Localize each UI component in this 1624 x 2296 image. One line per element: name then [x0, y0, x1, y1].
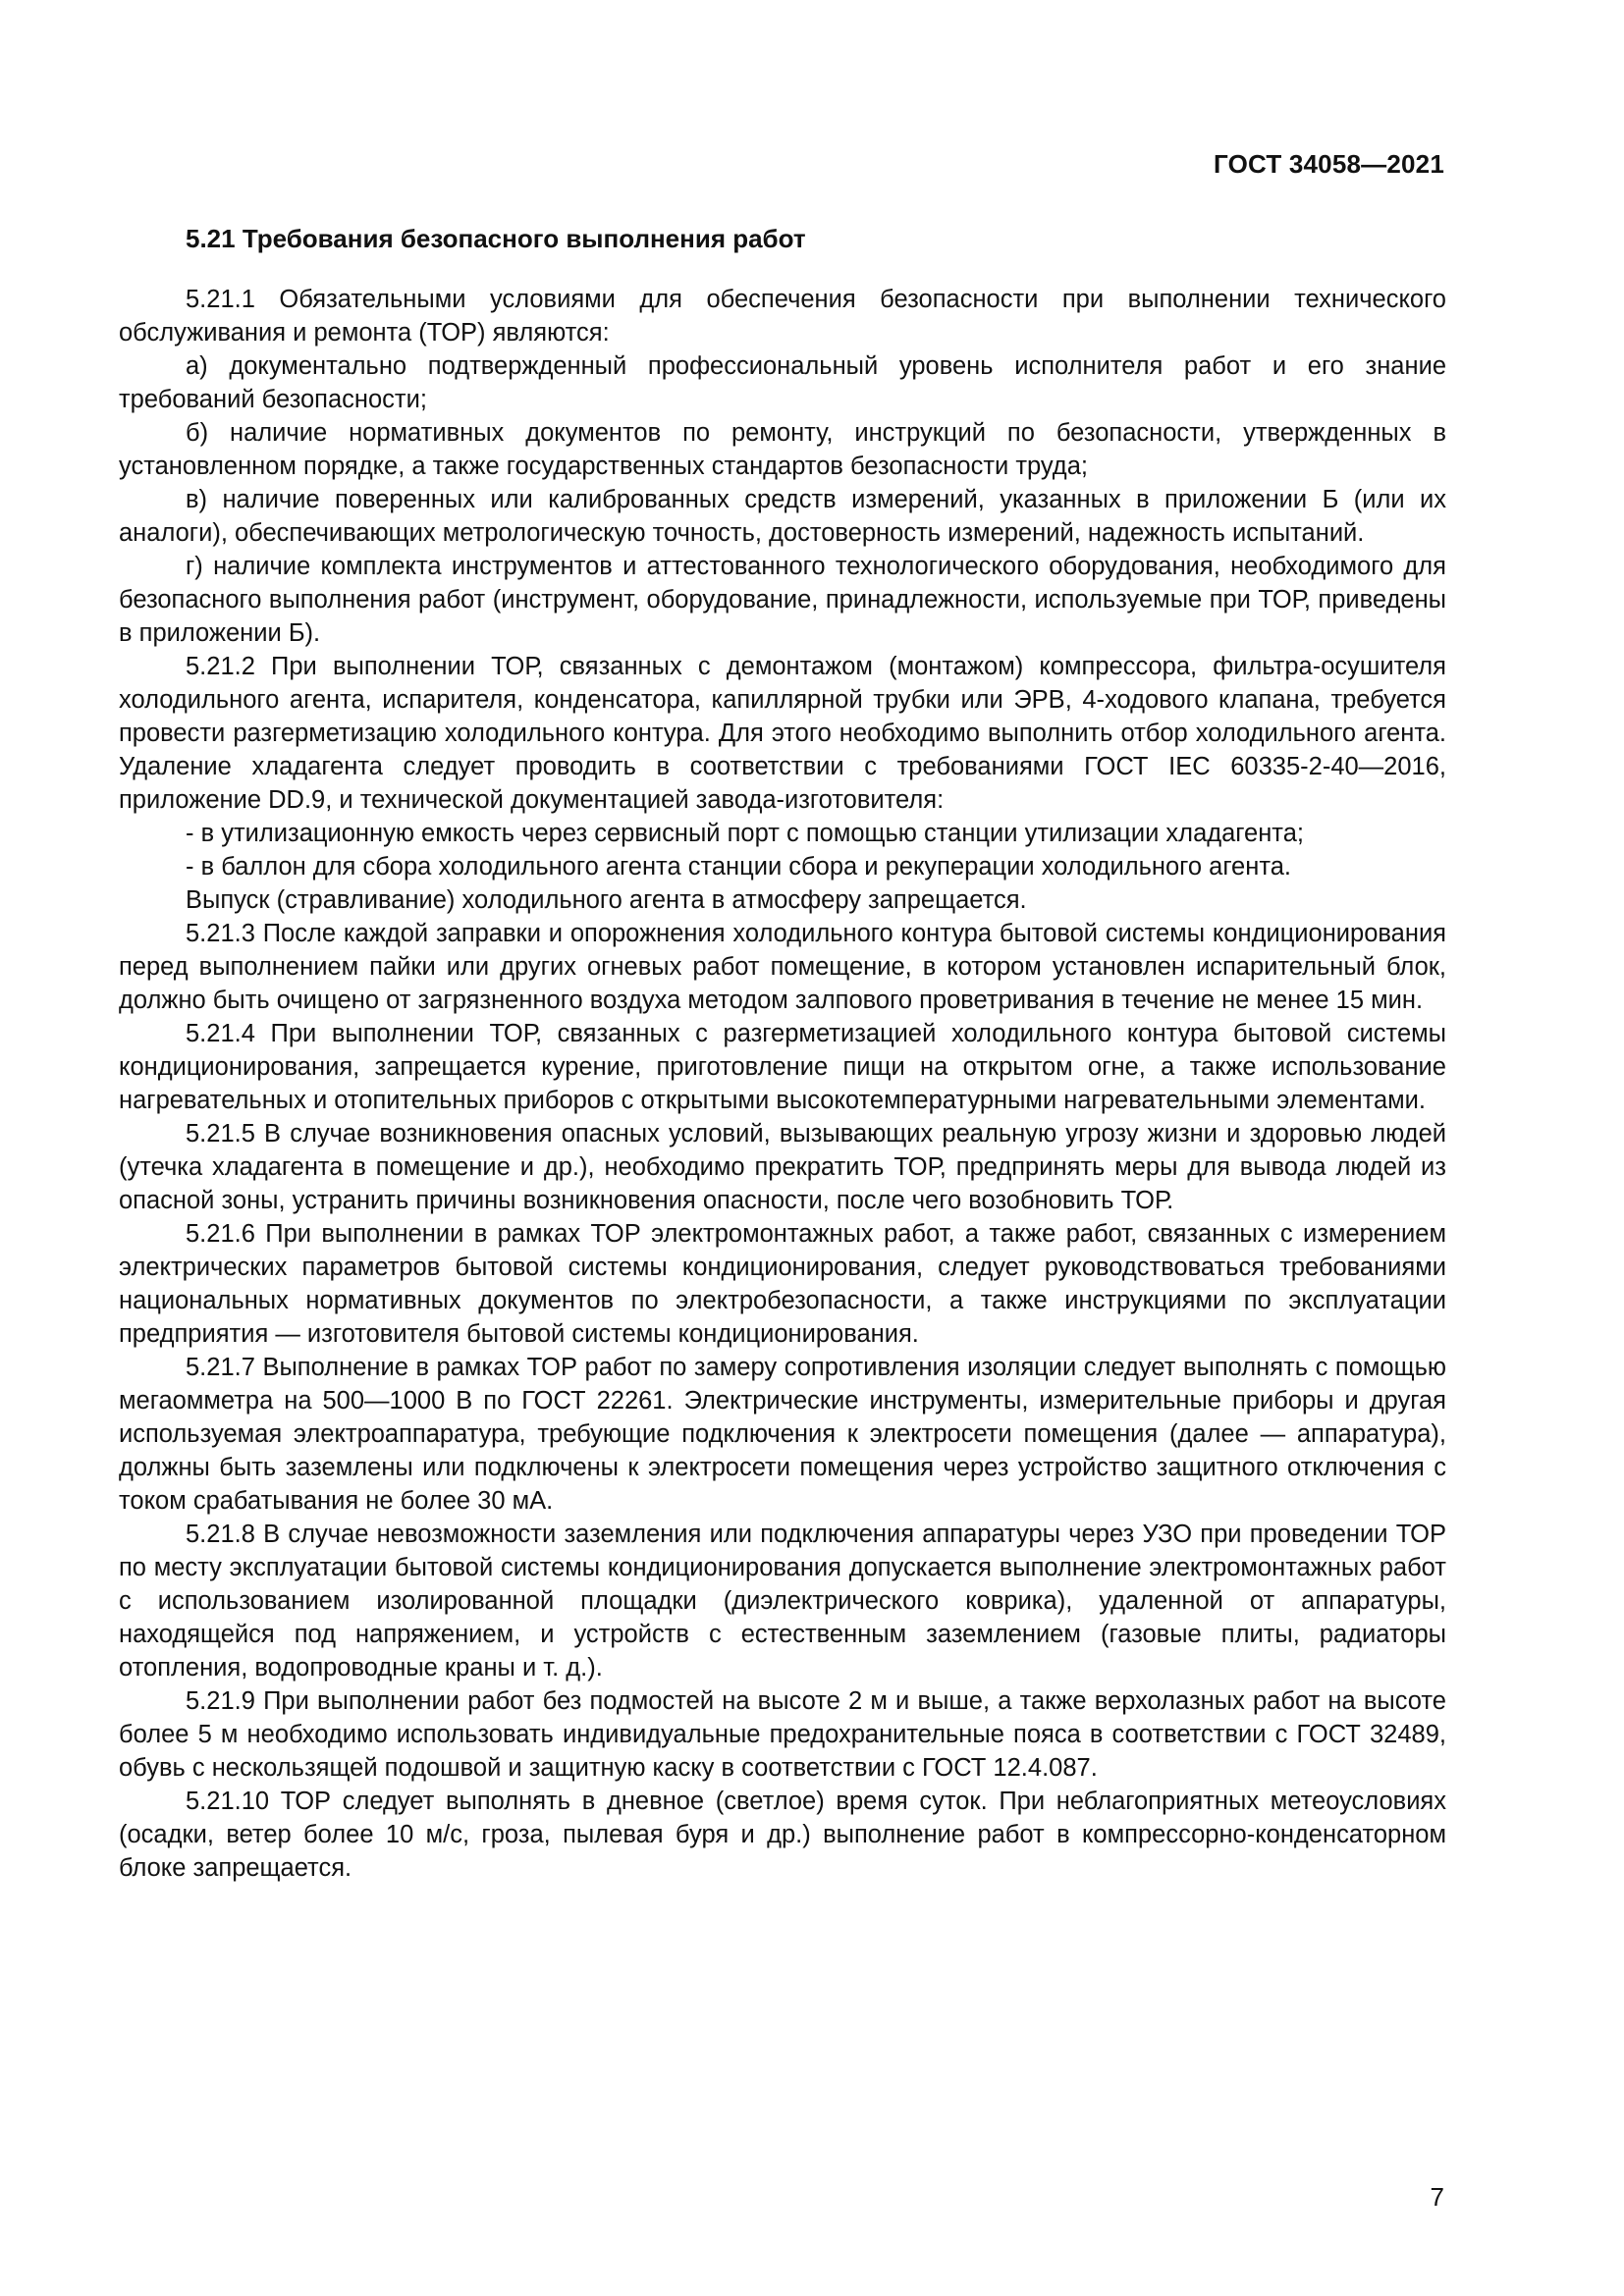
document-code: ГОСТ 34058—2021	[1214, 149, 1444, 179]
paragraph-5-21-4: 5.21.4 При выполнении ТОР, связанных с разгерметизацией холодильного контура бытовой системы кондиционирования, запрещается курение, приготовление пищи на открытом огне, а также использование нагревательных и отопительных приборов с открытыми высокотемпературными нагревательными элементами.	[119, 1020, 1446, 1114]
section-title: 5.21 Требования безопасного выполнения работ	[186, 224, 806, 253]
paragraph-5-21-8: 5.21.8 В случае невозможности заземления или подключения аппаратуры через УЗО при проведении ТОР по месту эксплуатации бытовой системы кондиционирования допускается выполнение электромонтажных работ с использованием изолированной площадки (диэлектрического коврика), удаленной от аппаратуры, находящейся под напряжением, и устройств с естественным заземлением (газовые плиты, радиаторы отопления, водопроводные краны и т. д.).	[119, 1521, 1446, 1682]
page-number: 7	[1430, 2182, 1444, 2212]
paragraph-5-21-7: 5.21.7 Выполнение в рамках ТОР работ по замеру сопротивления изоляции следует выполнять с помощью мегаомметра на 500—1000 В по ГОСТ 22261. Электрические инструменты, измерительные приборы и другая используемая электроаппаратура, требующие подключения к электросети помещения (далее — аппаратура), должны быть заземлены или подключены к электросети помещения через устройство защитного отключения с током срабатывания не более 30 мА.	[119, 1354, 1446, 1515]
paragraph-5-21-10: 5.21.10 ТОР следует выполнять в дневное (светлое) время суток. При неблагоприятных метеоусловиях (осадки, ветер более 10 м/с, гроза, пылевая буря и др.) выполнение работ в компрессорно-конденсаторном блоке запрещается.	[119, 1788, 1446, 1882]
paragraph-release-prohibited: Выпуск (стравливание) холодильного агента в атмосферу запрещается.	[186, 886, 1027, 914]
paragraph-5-21-6: 5.21.6 При выполнении в рамках ТОР электромонтажных работ, а также работ, связанных с измерением электрических параметров бытовой системы кондиционирования, следует руководствоваться требованиями национальных нормативных документов по электробезопасности, а также инструкциями по эксплуатации предприятия — изготовителя бытовой системы кондиционирования.	[119, 1220, 1446, 1348]
list-item-g: г) наличие комплекта инструментов и аттестованного технологического оборудования, необходимого для безопасного выполнения работ (инструмент, оборудование, принадлежности, используемые при ТОР, приведены в приложении Б).	[119, 553, 1446, 647]
paragraph-5-21-2: 5.21.2 При выполнении ТОР, связанных с демонтажом (монтажом) компрессора, фильтра-осушителя холодильного агента, испарителя, конденсатора, капиллярной трубки или ЭРВ, 4-ходового клапана, требуется провести разгерметизацию холодильного контура. Для этого необходимо выполнить отбор холодильного агента. Удаление хладагента следует проводить в соответствии с требованиями ГОСТ IEC 60335-2-40—2016, приложение DD.9, и технической документацией завода-изготовителя:	[119, 653, 1446, 814]
list-item-b: б) наличие нормативных документов по ремонту, инструкций по безопасности, утвержденных в установленном порядке, а также государственных стандартов безопасности труда;	[119, 419, 1446, 480]
paragraph-5-21-5: 5.21.5 В случае возникновения опасных условий, вызывающих реальную угрозу жизни и здоровью людей (утечка хладагента в помещение и др.), необходимо прекратить ТОР, предпринять меры для вывода людей из опасной зоны, устранить причины возникновения опасности, после чего возобновить ТОР.	[119, 1120, 1446, 1214]
paragraph-5-21-9: 5.21.9 При выполнении работ без подмостей на высоте 2 м и выше, а также верхолазных работ на высоте более 5 м необходимо использовать индивидуальные предохранительные пояса в соответствии с ГОСТ 32489, обувь с нескользящей подошвой и защитную каску в соответствии с ГОСТ 12.4.087.	[119, 1687, 1446, 1782]
document-body	[119, 222, 1446, 1885]
paragraph-5-21-1: 5.21.1 Обязательными условиями для обеспечения безопасности при выполнении технического обслуживания и ремонта (ТОР) являются:	[119, 286, 1446, 347]
list-item-a: а) документально подтвержденный профессиональный уровень исполнителя работ и его знание требований безопасности;	[119, 352, 1446, 413]
list-item-v: в) наличие поверенных или калиброванных средств измерений, указанных в приложении Б (или их аналоги), обеспечивающих метрологическую точность, достоверность измерений, надежность испытаний.	[119, 486, 1446, 547]
paragraph-5-21-3: 5.21.3 После каждой заправки и опорожнения холодильного контура бытовой системы кондиционирования перед выполнением пайки или других огневых работ помещение, в котором установлен испарительный блок, должно быть очищено от загрязненного воздуха методом залпового проветривания в течение не менее 15 мин.	[119, 920, 1446, 1014]
dash-item-1: - в утилизационную емкость через сервисный порт с помощью станции утилизации хладагента;	[186, 820, 1304, 847]
dash-item-2: - в баллон для сбора холодильного агента станции сбора и рекуперации холодильного агента.	[186, 853, 1291, 881]
